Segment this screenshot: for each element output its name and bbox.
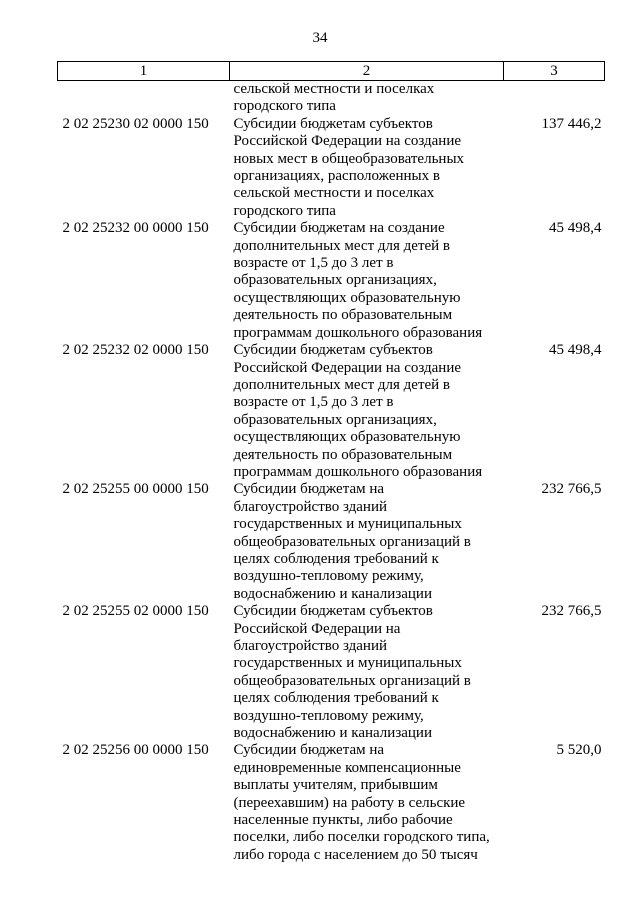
description-line: целях соблюдения требований к [233,550,439,567]
amount: 137 446,2 [541,115,602,132]
description-line: организациях, расположенных в [233,168,440,185]
description-line: водоснабжению и канализации [233,585,432,602]
description-line: осуществляющих образовательную [233,289,461,306]
description-line: деятельность по образовательным [233,307,453,324]
description-line: программам дошкольного образования [233,463,483,480]
description-line: возрасте от 1,5 до 3 лет в [233,255,394,272]
description-line: образовательных организациях, [233,272,437,289]
description-line: общеобразовательных организаций в [233,533,471,550]
description [230,116,504,220]
table-row [58,481,605,603]
budget-code: 2 02 25256 00 0000 150 [62,742,209,759]
description-line: Субсидии бюджетам на создание [233,220,445,237]
amount [504,81,605,116]
description-line: городского типа [233,98,336,115]
description-line: Российской Федерации на [233,620,401,637]
description-line: Субсидии бюджетам субъектов [233,342,433,359]
description-line: населенные пункты, либо рабочие [233,812,453,829]
budget-code: 2 02 25230 02 0000 150 [62,115,209,132]
amount: 5 520,0 [556,742,602,759]
table-row [58,220,605,342]
description [230,220,504,342]
table-row [58,81,605,116]
page-number: 34 [312,30,328,46]
budget-code: 2 02 25232 02 0000 150 [62,342,209,359]
table-row [58,342,605,481]
table-row [58,116,605,220]
table-row [58,742,605,864]
description-line: программам дошкольного образования [233,324,483,341]
description-line: выплаты учителям, прибывшим [233,777,438,794]
description-line: благоустройство зданий [233,498,388,515]
description-line: Российской Федерации на создание [233,133,462,150]
description-line: дополнительных мест для детей в [233,237,451,254]
description-line: городского типа [233,202,336,219]
description-line: сельской местности и поселках [233,185,435,202]
header-row [58,62,605,81]
description-line: поселки, либо поселки городского типа, [233,829,490,846]
table-row [58,603,605,742]
description [230,342,504,481]
description-line: либо города с населением до 50 тысяч [233,846,478,863]
description-line: образовательных организациях, [233,411,437,428]
description [230,603,504,742]
amount: 232 766,5 [541,603,602,620]
budget-table [57,61,605,864]
description-line: осуществляющих образовательную [233,429,461,446]
description-line: дополнительных мест для детей в [233,376,451,393]
description-line: деятельность по образовательным [233,446,453,463]
description-line: Субсидии бюджетам на [233,481,385,498]
budget-code [58,81,230,116]
description-line: единовременные компенсационные [233,759,461,776]
description-line: Российской Федерации на создание [233,359,462,376]
description-line: целях соблюдения требований к [233,690,439,707]
amount: 45 498,4 [549,342,602,359]
description-line: Субсидии бюджетам субъектов [233,603,433,620]
description-line: (переехавшим) на работу в сельские [233,794,466,811]
description-line: воздушно-тепловому режиму, [233,568,424,585]
budget-code: 2 02 25232 00 0000 150 [62,220,209,237]
column-header-1: 1 [58,62,230,81]
amount: 45 498,4 [549,220,602,237]
budget-code: 2 02 25255 02 0000 150 [62,603,209,620]
description [230,742,504,864]
column-header-2: 2 [230,62,504,81]
budget-code: 2 02 25255 00 0000 150 [62,481,209,498]
description-line: возрасте от 1,5 до 3 лет в [233,394,394,411]
amount: 232 766,5 [541,481,602,498]
description [230,481,504,603]
description-line: государственных и муниципальных [233,516,462,533]
description-line: благоустройство зданий [233,638,388,654]
description-line: Субсидии бюджетам субъектов [233,115,433,132]
description-line: сельской местности и поселках [233,81,435,97]
column-header-3: 3 [504,62,605,81]
description-line: Субсидии бюджетам на [233,742,385,759]
description-line: общеобразовательных организаций в [233,672,471,689]
description-line: новых мест в общеобразовательных [233,150,465,167]
description-line: государственных и муниципальных [233,655,462,672]
description-line: воздушно-тепловому режиму, [233,707,424,724]
description-line: водоснабжению и канализации [233,725,432,742]
description [230,81,504,116]
